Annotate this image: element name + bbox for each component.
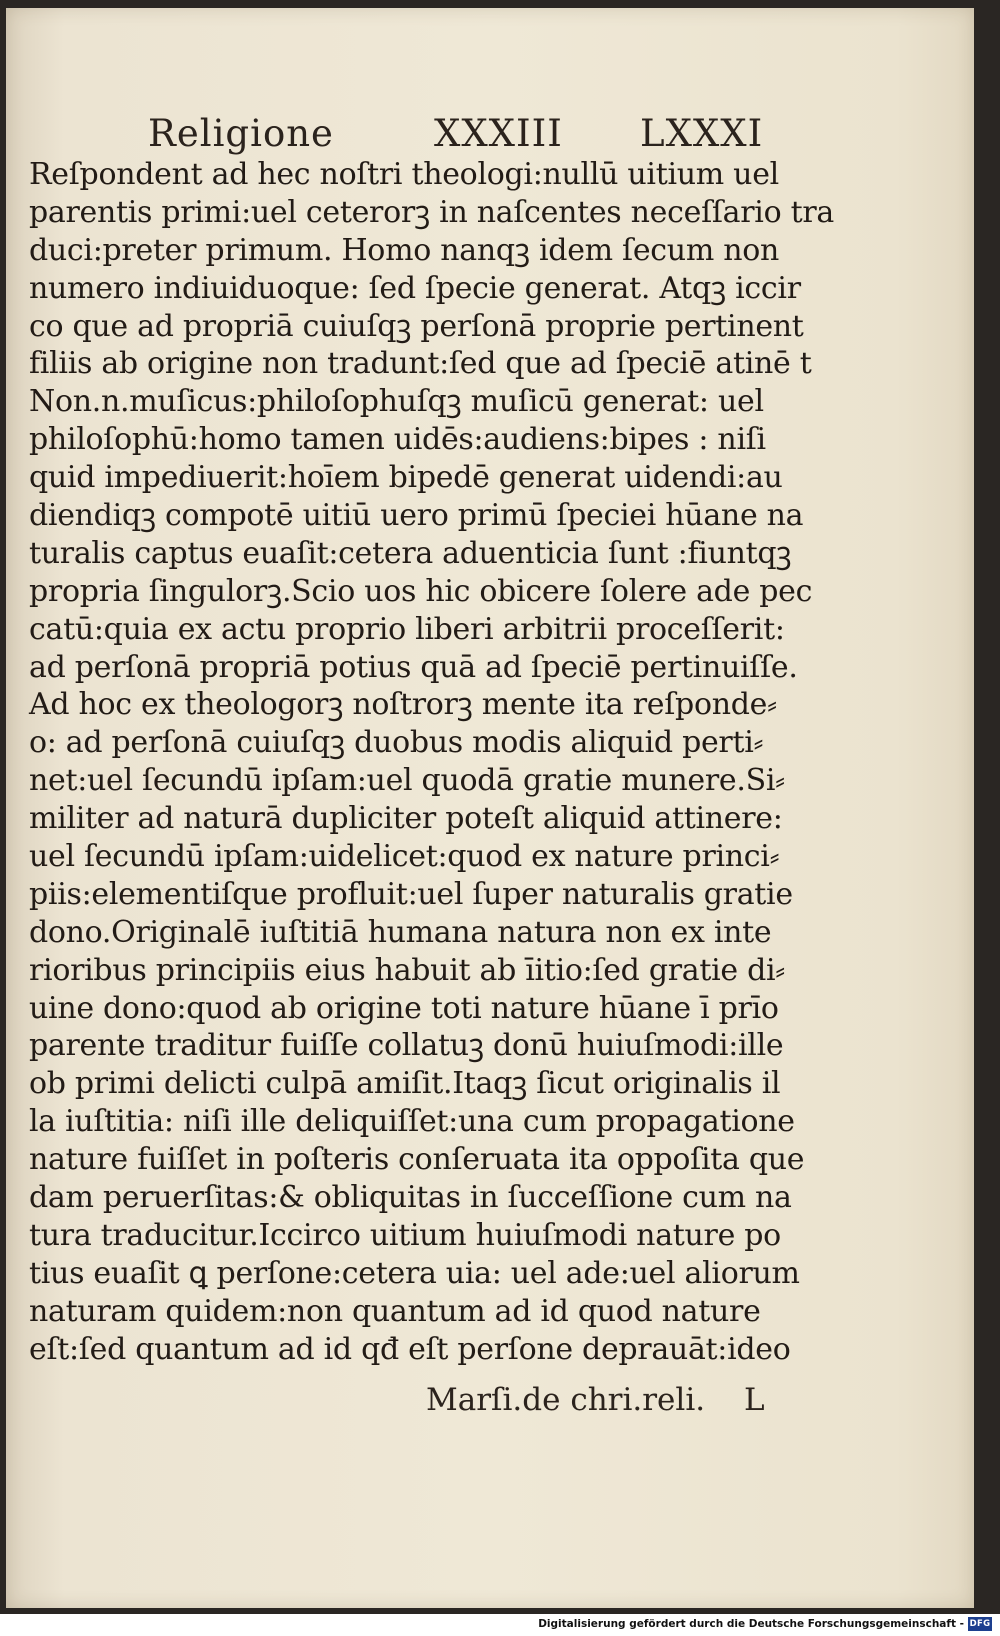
text-line: net:uel ſecundū ipſam:uel quodā gratie munere.Si⸗ — [29, 763, 785, 799]
text-line: catū:quia ex actu proprio liberi arbitrii proceſſerit: — [29, 611, 785, 647]
text-line: rioribus principiis eius habuit ab īitio:ſed gratie di⸗ — [29, 952, 785, 988]
text-line: co que ad propriā cuiuſqꝫ perſonā proprie pertinent — [29, 308, 804, 344]
text-line: parente traditur fuiſſe collatuꝫ donū huiuſmodi:ille — [29, 1028, 784, 1064]
text-line: militer ad naturā dupliciter poteſt aliquid attinere: — [29, 801, 783, 837]
funding-bar — [0, 1614, 1000, 1636]
text-line: dam peruerſitas:& obliquitas in ſucceſſione cum na — [29, 1180, 792, 1216]
text-line: piis:elementiſque profluit:uel ſuper naturalis gratie — [29, 876, 793, 912]
running-title: Religione — [148, 112, 334, 155]
text-line: duci:preter primum. Homo nanqꝫ idem ſecum non — [29, 232, 780, 268]
book-page — [6, 8, 974, 1608]
text-line: nature fuiſſet in poſteris conſeruata ita oppoſita que — [29, 1142, 805, 1178]
text-line: Non.n.muſicus:philoſophuſqꝫ muſicū generat: uel — [29, 384, 764, 420]
text-line: turalis captus euaſit:cetera aduenticia ſunt :fiuntqꝫ — [29, 535, 792, 571]
text-line: uine dono:quod ab origine toti nature hūane ī prīo — [29, 990, 779, 1026]
signature-line — [426, 1382, 806, 1426]
text-line: naturam quidem:non quantum ad id quod nature — [29, 1293, 761, 1329]
text-line: filiis ab origine non tradunt:ſed que ad ſpeciē atinē t — [29, 346, 812, 382]
funding-note: Digitalisierung gefördert durch die Deutsche Forschungsgemeinschaft - — [538, 1618, 964, 1630]
text-line: philoſophū:homo tamen uidēs:audiens:bipes : niſi — [29, 422, 766, 458]
text-line: eſt:ſed quantum ad id qđ eſt perſone deprauāt:ideo — [29, 1331, 791, 1367]
text-line: quid impediuerit:hoīem bipedē generat uidendi:au — [29, 460, 783, 496]
signature-mark: L — [744, 1382, 765, 1418]
text-line: tius euaſit ꝗ perſone:cetera uia: uel ade:uel aliorum — [29, 1255, 800, 1291]
text-line: diendiqꝫ compotē uitiū uero primū ſpeciei hūane na — [29, 498, 804, 534]
text-line: ad perſonā propriā potius quā ad ſpeciē pertinuiſſe. — [29, 649, 798, 685]
text-line: Ad hoc ex theologorꝫ noſtrorꝫ mente ita reſponde⸗ — [29, 687, 777, 723]
chapter-number: XXXIII — [434, 112, 563, 155]
text-line: dono.Originalē iuſtitiā humana natura non ex inte — [29, 914, 772, 950]
signature-text: Marſi.de chri.reli. — [426, 1382, 706, 1418]
text-line: propria ſingulorꝫ.Scio uos hic obicere ſolere ade pec — [29, 573, 813, 609]
text-line: ob primi delicti culpā amiſit.Itaqꝫ ſicut originalis il — [29, 1066, 781, 1102]
body-text — [29, 156, 834, 1369]
text-line: la iuſtitia: niſi ille deliquiſſet:una cum propagatione — [29, 1104, 795, 1140]
dfg-logo: DFG — [969, 1619, 991, 1629]
text-line: numero indiuiduoque: ſed ſpecie generat. Atqꝫ iccir — [29, 270, 801, 306]
text-line: tura traducitur.Iccirco uitium huiuſmodi nature po — [29, 1217, 781, 1253]
text-line: o: ad perſonā cuiuſqꝫ duobus modis aliquid perti⸗ — [29, 725, 764, 761]
text-line: parentis primi:uel ceterorꝫ in naſcentes neceſſario tra — [29, 194, 834, 230]
text-line: uel ſecundū ipſam:uidelicet:quod ex nature princi⸗ — [29, 839, 780, 875]
folio-number: LXXXI — [640, 112, 764, 155]
text-line: Reſpondent ad hec noſtri theologi:nullū uitium uel — [29, 157, 779, 192]
